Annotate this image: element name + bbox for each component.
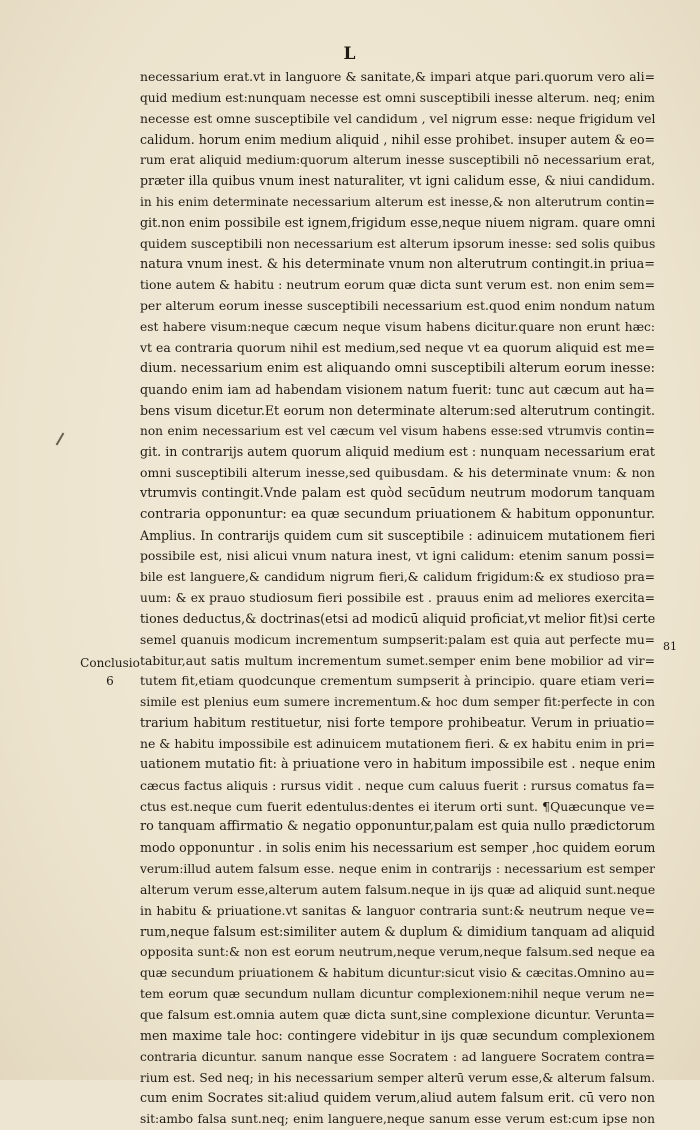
right-margin-mark: 81 xyxy=(663,640,677,653)
text-line: est habere visum:neque cæcum neque visum habens dicitur.quare non erunt hæc: xyxy=(140,320,655,335)
text-line: ctus est.neque cum fuerit edentulus:dentes ei iterum orti sunt. ¶Quæcunque ve= xyxy=(140,798,655,814)
text-line: rum,neque falsum est:similiter autem & duplum & dimidium tanquam ad aliquid xyxy=(140,923,655,939)
text-line: per alterum eorum inesse susceptibili necessarium est.quod enim nondum natum xyxy=(140,298,655,314)
text-line: Amplius. In contrarijs quidem cum sit susceptibile : adinuicem mutationem fieri xyxy=(140,527,655,543)
text-line: ro tanquam affirmatio & negatio opponuntur,palam est quia nullo prædictorum xyxy=(140,819,655,835)
text-line: tabitur,aut satis multum incrementum sumet.semper enim bene mobilior ad vir= xyxy=(140,652,655,668)
text-line: tione autem & habitu : neutrum eorum quæ dicta sunt verum est. non enim sem= xyxy=(140,277,655,293)
text-line: bens visum dicetur.Et eorum non determinate alterum:sed alterutrum contingit. xyxy=(140,402,655,418)
text-line: non enim necessarium est vel cæcum vel visum habens esse:sed vtrumvis contin= xyxy=(140,424,655,439)
text-line: cum enim Socrates sit:aliud quidem verum,aliud autem falsum erit. cū vero non xyxy=(140,1090,655,1106)
text-line: git.non enim possibile est ignem,frigidum esse,neque niuem nigram. quare omni xyxy=(140,214,655,230)
text-line: necessarium erat.vt in languore & sanitate,& impari atque pari.quorum vero ali= xyxy=(140,69,655,84)
text-line: men maxime tale hoc: contingere videbitur in ijs quæ secundum complexionem xyxy=(140,1027,655,1043)
text-line: que falsum est.omnia autem quæ dicta sunt,sine complexione dicuntur. Verunta= xyxy=(140,1006,655,1022)
main-text-block xyxy=(140,67,655,1130)
text-line: bile est languere,& candidum nigrum fieri,& calidum frigidum:& ex studioso pra= xyxy=(140,570,655,585)
text-line: necesse est omne susceptibile vel candidum , vel nigrum esse: neque frigidum vel xyxy=(140,110,655,126)
text-line: tutem fit,etiam quodcunque crementum sumpserit à principio. quare etiam veri= xyxy=(140,673,655,689)
text-line: calidum. horum enim medium aliquid , nihil esse prohibet. insuper autem & eo= xyxy=(140,131,655,147)
margin-ink-mark xyxy=(56,432,65,445)
text-line: quæ secundum priuationem & habitum dicuntur:sicut visio & cæcitas.Omnino au= xyxy=(140,966,655,981)
text-line: verum:illud autem falsum esse. neque enim in contrarijs : necessarium est semper xyxy=(140,862,655,877)
text-line: rium est. Sed neq; in his necessarium semper alterū verum esse,& alterum falsum. xyxy=(140,1070,655,1085)
text-line: cæcus factus aliquis : rursus vidit . neque cum caluus fuerit : rursus comatus fa= xyxy=(140,777,655,793)
text-line: in habitu & priuatione.vt sanitas & languor contraria sunt:& neutrum neque ve= xyxy=(140,902,655,918)
text-line: omni susceptibili alterum inesse,sed quibusdam. & his determinate vnum: & non xyxy=(140,465,655,481)
text-line: sit:ambo falsa sunt.neq; enim languere,neque sanum esse verum est:cum ipse non xyxy=(140,1112,655,1127)
text-line: contraria opponuntur: ea quæ secundum priuationem & habitum opponuntur. xyxy=(140,506,655,522)
margin-note-number: 6 xyxy=(106,674,114,688)
text-line: tem eorum quæ secundum nullam dicuntur complexionem:nihil neque verum ne= xyxy=(140,987,655,1002)
text-line: modo opponuntur . in solis enim his necessarium est semper ,hoc quidem eorum xyxy=(140,840,655,856)
text-line: uationem mutatio fit: à priuatione vero in habitum impossibile est . neque enim xyxy=(140,756,655,772)
text-line: contraria dicuntur. sanum nanque esse Socratem : ad languere Socratem contra= xyxy=(140,1049,655,1064)
text-line: ne & habitu impossibile est adinuicem mutationem fieri. & ex habitu enim in pri= xyxy=(140,736,655,751)
text-line: præter illa quibus vnum inest naturaliter, vt igni calidum esse, & niui candidum. xyxy=(140,173,655,189)
margin-note xyxy=(80,654,140,690)
text-line: simile est plenius eum sumere incrementum.& hoc dum semper fit:perfecte in con xyxy=(140,695,655,710)
text-line: rum erat aliquid medium:quorum alterum inesse susceptibili nō necessarium erat, xyxy=(140,153,655,168)
text-line: tiones deductus,& doctrinas(etsi ad modicū aliquid proficiat,vt melior fit)si certe xyxy=(140,610,655,626)
folio-number: L xyxy=(343,44,357,64)
text-line: vtrumvis contingit.Vnde palam est quòd secūdum neutrum modorum tanquam xyxy=(140,485,655,501)
text-line: uum: & ex prauo studiosum fieri possibile est . prauus enim ad meliores exercita= xyxy=(140,591,655,606)
text-line: semel quanuis modicum incrementum sumpserit:palam est quia aut perfecte mu= xyxy=(140,632,655,647)
text-line: alterum verum esse,alterum autem falsum.neque in ijs quæ ad aliquid sunt.neque xyxy=(140,881,655,897)
text-line: possibile est, nisi alicui vnum natura inest, vt igni calidum: etenim sanum possi= xyxy=(140,548,655,564)
text-line: dium. necessarium enim est aliquando omni susceptibili alterum eorum inesse: xyxy=(140,360,655,376)
text-line: natura vnum inest. & his determinate vnum non alterutrum contingit.in priua= xyxy=(140,256,655,272)
text-line: quid medium est:nunquam necesse est omni susceptibili inesse alterum. neq; enim xyxy=(140,90,655,105)
margin-note-label: Conclusio xyxy=(80,656,140,670)
text-line: vt ea contraria quorum nihil est medium,sed neque vt ea quorum aliquid est me= xyxy=(140,339,655,355)
text-line: in his enim determinate necessarium alterum est inesse,& non alterutrum contin= xyxy=(140,195,655,210)
text-line: quando enim iam ad habendam visionem natum fuerit: tunc aut cæcum aut ha= xyxy=(140,381,655,397)
text-line: opposita sunt:& non est eorum neutrum,neque verum,neque falsum.sed neque ea xyxy=(140,944,655,960)
text-line: trarium habitum restituetur, nisi forte tempore prohibeatur. Verum in priuatio= xyxy=(140,715,655,731)
text-line: quidem susceptibili non necessarium est alterum ipsorum inesse: sed solis quibus xyxy=(140,235,655,251)
text-line: git. in contrarijs autem quorum aliquid medium est : nunquam necessarium erat xyxy=(140,444,655,460)
